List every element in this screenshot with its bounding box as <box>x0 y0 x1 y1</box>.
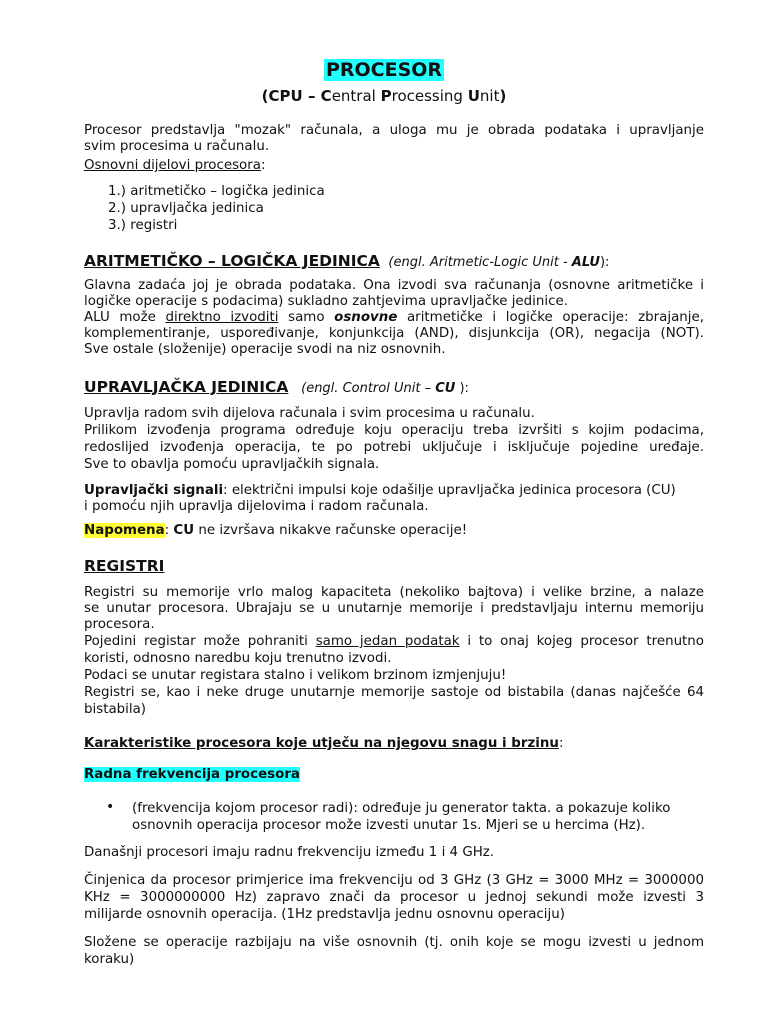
alu-line-5: Sve ostale (složenije) operacije svodi na niz osnovnih. <box>84 342 446 357</box>
cu-note: Napomena: CU ne izvršava nikakve računske operacije! <box>84 523 468 538</box>
frequency-heading: Radna frekvencija procesora <box>84 767 300 782</box>
alu-line-4: komplementiranje, uspoređivanje, konjunkcija (AND), disjunkcija (OR), negacija (NOT). <box>84 326 704 341</box>
reg-line-4: Pojedini registar može pohraniti samo jedan podatak i to onaj kojeg procesor trenutno <box>84 634 704 649</box>
section-heading-alu: ARITMETIČKO – LOGIČKA JEDINICA (engl. Aritmetic-Logic Unit - ALU): <box>84 252 610 270</box>
intro-line-2: svim procesima u računalu. <box>84 139 270 154</box>
reg-line-1: Registri su memorije vrlo malog kapaciteta (nekoliko bajtova) i velike brzine, a nalaze <box>84 585 704 600</box>
reg-line-7: Registri se, kao i neke druge unutarnje memorije sastoje od bistabila (danas najčešće 64 <box>84 685 704 700</box>
section-heading-registri: REGISTRI <box>84 557 165 575</box>
list-item: 3.) registri <box>108 218 178 233</box>
alu-line-3: ALU može direktno izvoditi samo osnovne aritmetičke i logičke operacije: zbrajanje, <box>84 310 704 325</box>
cu-line-2: Prilikom izvođenja programa određuje koju operaciju treba izvršiti s kojim podacima, <box>84 423 704 438</box>
bullet-line-1: (frekvencija kojom procesor radi): određuje ju generator takta. a pokazuje koliko <box>132 801 671 816</box>
reg-line-8: bistabila) <box>84 702 147 717</box>
parts-label: Osnovni dijelovi procesora: <box>84 158 266 173</box>
freq-paragraph-2-line-1: Činjenica da procesor primjerice ima frekvenciju od 3 GHz (3 GHz = 3000 MHz = 3000000 <box>84 873 704 888</box>
cu-line-4: Sve to obavlja pomoću upravljačkih signala. <box>84 457 380 472</box>
alu-line-2: logičke operacije s podacima) sukladno zahtjevima upravljačke jedinice. <box>84 294 568 309</box>
list-item: 2.) upravljačka jedinica <box>108 201 264 216</box>
cu-line-3: redoslijed izvođenja operacija, te po potrebi uključuje i isključuje pojedine uređaje. <box>84 440 704 455</box>
section-heading-cu: UPRAVLJAČKA JEDINICA (engl. Control Unit – CU ): <box>84 378 469 396</box>
reg-line-2: se unutar procesora. Ubrajaju se u unutarnje memorije i predstavljaju internu memoriju <box>84 601 704 616</box>
characteristics-heading: Karakteristike procesora koje utječu na njegovu snagu i brzinu: <box>84 736 564 751</box>
list-item: 1.) aritmetičko – logička jedinica <box>108 184 325 199</box>
cu-signals-2: i pomoću njih upravlja dijelovima i radom računala. <box>84 499 429 514</box>
freq-paragraph-2-line-3: milijarde osnovnih operacija. (1Hz predstavlja jednu osnovnu operaciju) <box>84 907 565 922</box>
freq-paragraph-2-line-2: KHz = 3000000000 Hz) zapravo znači da procesor u jednoj sekundi može izvesti 3 <box>84 890 704 905</box>
bullet-icon: • <box>106 799 115 815</box>
freq-paragraph-1: Današnji procesori imaju radnu frekvenciju između 1 i 4 GHz. <box>84 845 495 860</box>
freq-paragraph-3-line-2: koraku) <box>84 952 135 967</box>
page-title: PROCESOR <box>325 59 443 81</box>
reg-line-5: koristi, odnosno naredbu koju trenutno izvodi. <box>84 651 392 666</box>
cu-signals: Upravljački signali: električni impulsi koje odašilje upravljačka jedinica procesora (CU) <box>84 483 676 498</box>
cu-line-1: Upravlja radom svih dijelova računala i svim procesima u računalu. <box>84 406 535 421</box>
reg-line-3: procesora. <box>84 617 155 632</box>
freq-paragraph-3-line-1: Složene se operacije razbijaju na više osnovnih (tj. onih koje se mogu izvesti u jednom <box>84 935 704 950</box>
alu-line-1: Glavna zadaća joj je obrada podataka. Ona izvodi sva računanja (osnovne aritmetičke i <box>84 278 704 293</box>
reg-line-6: Podaci se unutar registara stalno i velikom brzinom izmjenjuju! <box>84 668 507 683</box>
intro-line-1: Procesor predstavlja "mozak" računala, a uloga mu je obrada podataka i upravljanje <box>84 123 704 138</box>
bullet-line-2: osnovnih operacija procesor može izvesti unutar 1s. Mjeri se u hercima (Hz). <box>132 818 646 833</box>
page-subtitle: (CPU – Central Processing Unit) <box>261 87 507 105</box>
